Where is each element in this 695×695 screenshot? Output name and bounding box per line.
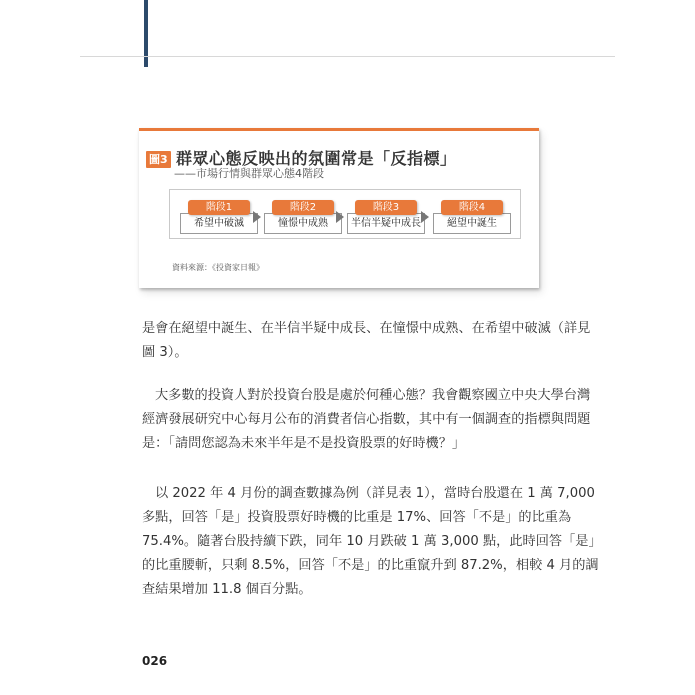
page-number: 026 xyxy=(142,654,168,668)
stage-2 xyxy=(264,200,342,234)
stage-4-label: 階段4 xyxy=(441,200,503,215)
paragraph-1 xyxy=(142,317,591,365)
figure-badge: 圖3 xyxy=(146,151,171,168)
stage-2-label: 階段2 xyxy=(272,200,334,215)
stage-4 xyxy=(433,200,511,234)
paragraph-2 xyxy=(142,384,591,456)
figure-title: 群眾心態反映出的氛圍常是「反指標」 xyxy=(176,149,457,168)
stage-1 xyxy=(180,200,258,234)
paragraph-line: 多點，回答「是」投資股票好時機的比重是 17%、回答「不是」的比重為 xyxy=(142,510,572,525)
paragraph-line: 大多數的投資人對於投資台股是處於何種心態？我會觀察國立中央大學台灣 xyxy=(155,388,591,403)
figure-accent-line xyxy=(139,128,539,131)
paragraph-line: 的比重腰斬，只剩 8.5%，回答「不是」的比重竄升到 87.2%，相較 4 月的調 xyxy=(142,558,599,573)
paragraph-line: 查結果增加 11.8 個百分點。 xyxy=(142,582,312,597)
paragraph-line: 經濟發展研究中心每月公布的消費者信心指數，其中有一個調查的指標與問題 xyxy=(142,412,591,427)
paragraph-line: 圖 3）。 xyxy=(142,345,188,360)
paragraph-line: 是會在絕望中誕生、在半信半疑中成長、在憧憬中成熟、在希望中破滅（詳見 xyxy=(142,321,591,336)
arrow-right-icon xyxy=(336,211,344,223)
stage-3-text: 半信半疑中成長 xyxy=(347,213,425,234)
paragraph-line: 是：「請問您認為未來半年是不是投資股票的好時機？」 xyxy=(142,436,466,451)
stage-3-label: 階段3 xyxy=(355,200,417,215)
figure-source: 資料來源：《投資家日報》 xyxy=(172,263,264,272)
arrow-right-icon xyxy=(253,211,261,223)
stage-1-label: 階段1 xyxy=(188,200,250,215)
stage-4-text: 絕望中誕生 xyxy=(433,213,511,234)
arrow-right-icon xyxy=(421,211,429,223)
figure-subtitle: ——市場行情與群眾心態4階段 xyxy=(174,167,324,180)
paragraph-line: 以 2022 年 4 月份的調查數據為例（詳見表 1），當時台股還在 1 萬 7,000 xyxy=(155,486,595,501)
header-rule xyxy=(80,56,615,57)
paragraph-3 xyxy=(142,482,602,602)
stage-1-text: 希望中破滅 xyxy=(180,213,258,234)
stage-3 xyxy=(347,200,425,234)
paragraph-line: 75.4%。隨著台股持續下跌，同年 10 月跌破 1 萬 3,000 點，此時回答「是」 xyxy=(142,534,602,549)
stage-2-text: 憧憬中成熟 xyxy=(264,213,342,234)
